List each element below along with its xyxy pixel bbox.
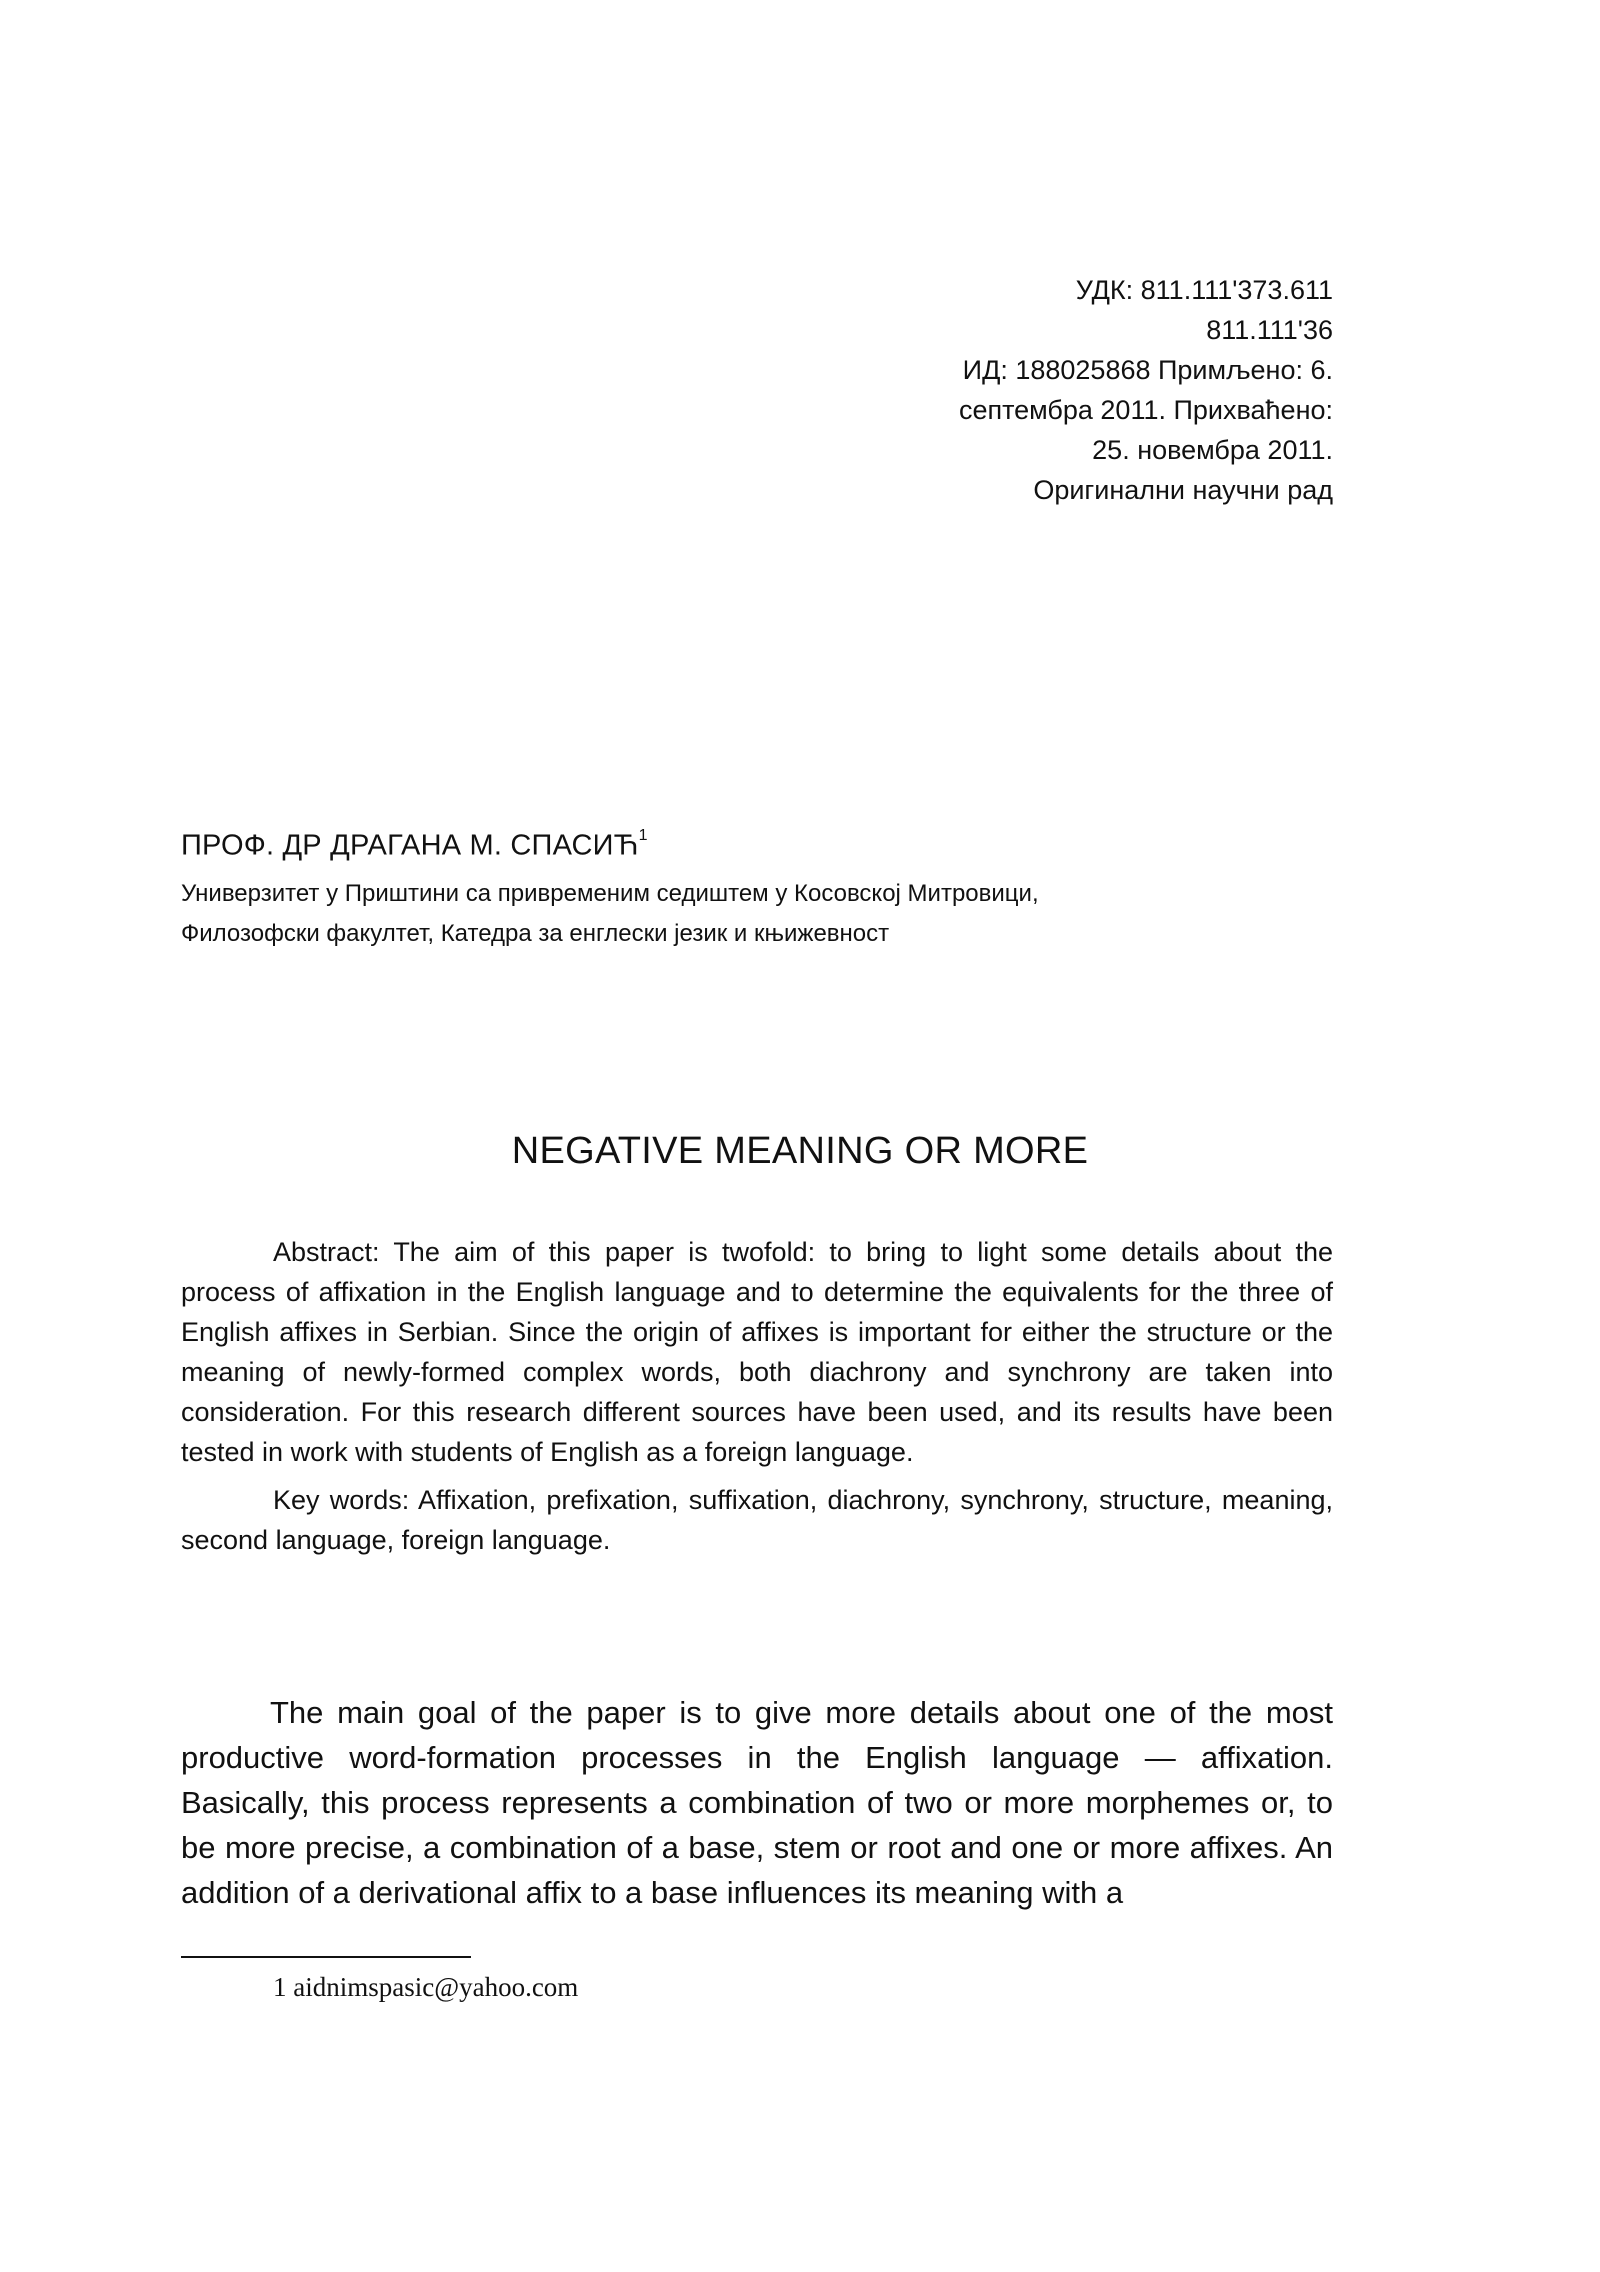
- footnote: 1 aidnimspasic@yahoo.com: [273, 1972, 579, 2002]
- accepted-date: 25. новембра 2011.: [1092, 435, 1333, 465]
- footnote-marker: 1: [638, 827, 648, 844]
- main-text: [181, 1690, 1333, 1915]
- author-block: [181, 822, 1381, 954]
- affiliation-line-1: Универзитет у Приштини са привременим седиштем у Косовској Митровици,: [181, 879, 1039, 907]
- udc-code-secondary: 811.111'36: [1206, 315, 1333, 345]
- article-type: Оригинални научни рад: [1033, 475, 1333, 505]
- udc-code: УДК: 811.111'373.611: [1075, 275, 1333, 305]
- abstract-text: Abstract: The aim of this paper is twofold: to bring to light some details about the process of affixation in the English language and to determine the equivalents for the three of English affixes in Serbian. Since the origin of affixes is important for either the structure or the meaning of newly-formed complex words, both diachrony and synchrony are taken into consideration. For this research different sources have been used, and its results have been tested in work with students of English as a foreign language.: [181, 1237, 1333, 1467]
- author-name-line: [181, 822, 1381, 864]
- affiliation-line-2: Филозофски факултет, Катедра за енглески језик и књижевност: [181, 919, 890, 947]
- body-paragraph: The main goal of the paper is to give more details about one of the most productive word-formation processes in the English language — affixation. Basically, this process represents a combination of two or more morphemes or, to be more precise, a combination of a base, stem or root and one or more affixes. An addition of a derivational affix to a base influences its meaning with a: [181, 1695, 1333, 1910]
- footnote-divider: [181, 1956, 471, 1958]
- paper-title: NEGATIVE MEANING OR MORE: [511, 1130, 1089, 1172]
- author-affiliation: [181, 874, 1381, 954]
- keywords-text: Key words: Affixation, prefixation, suffixation, diachrony, synchrony, structure, meaning, second language, foreign language.: [181, 1485, 1333, 1555]
- received-accepted: септембра 2011. Прихваћено:: [958, 395, 1333, 425]
- id-received: ИД: 188025868 Примљено: 6.: [962, 355, 1333, 385]
- author-name: ПРОФ. ДР ДРАГАНА М. СПАСИЋ: [181, 829, 639, 862]
- article-metadata: [959, 270, 1333, 510]
- abstract-section: [181, 1232, 1333, 1560]
